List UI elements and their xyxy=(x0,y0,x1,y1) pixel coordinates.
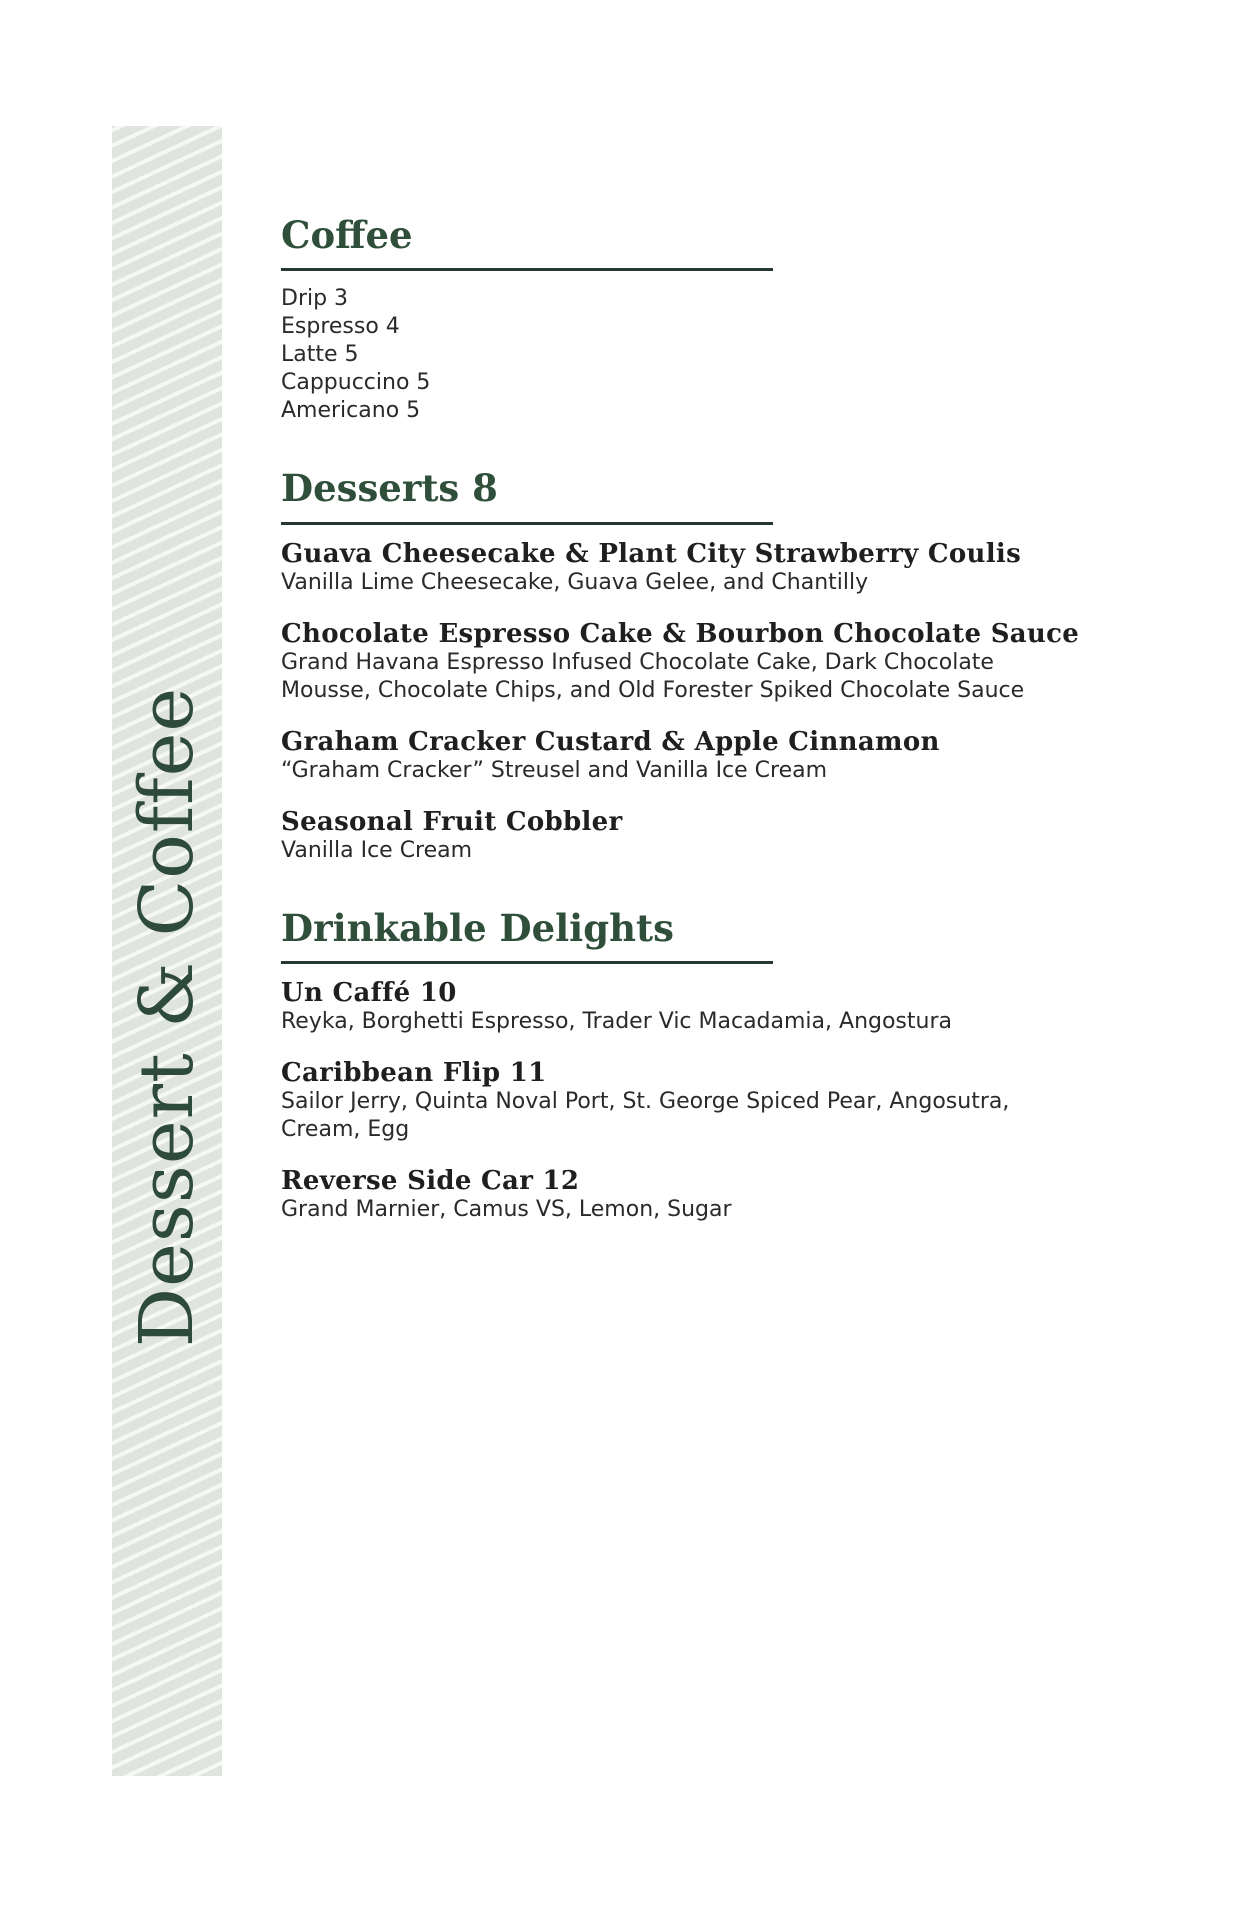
drinks-divider xyxy=(281,961,773,964)
drink-name: Un Caffé 10 xyxy=(281,977,457,1008)
dessert-name: Graham Cracker Custard & Apple Cinnamon xyxy=(281,726,940,757)
menu-content xyxy=(281,212,1101,1254)
drink-item xyxy=(281,1058,1101,1144)
dessert-description: “Graham Cracker” Streusel and Vanilla Ice Cream xyxy=(281,757,828,783)
dessert-item xyxy=(281,727,1101,785)
drink-name: Reverse Side Car 12 xyxy=(281,1165,580,1196)
coffee-item: Cappuccino 5 xyxy=(281,370,431,396)
coffee-section xyxy=(281,212,1101,425)
menu-title: Dessert & Coffee xyxy=(124,686,210,1348)
drink-description: Sailor Jerry, Quinta Noval Port, St. George Spiced Pear, Angosutra, Cream, Egg xyxy=(281,1088,1010,1142)
dessert-name: Seasonal Fruit Cobbler xyxy=(281,806,623,837)
drink-item xyxy=(281,978,1101,1036)
dessert-name: Guava Cheesecake & Plant City Strawberry Coulis xyxy=(281,538,1022,569)
coffee-item: Americano 5 xyxy=(281,398,421,424)
dessert-name: Chocolate Espresso Cake & Bourbon Chocolate Sauce xyxy=(281,618,1080,649)
coffee-item: Espresso 4 xyxy=(281,314,400,340)
coffee-item: Drip 3 xyxy=(281,286,349,312)
coffee-heading: Coffee xyxy=(281,213,413,257)
drink-item xyxy=(281,1166,1101,1224)
desserts-heading: Desserts 8 xyxy=(281,466,498,511)
dessert-description: Vanilla Ice Cream xyxy=(281,837,473,863)
desserts-divider xyxy=(281,522,773,525)
desserts-section xyxy=(281,465,1101,864)
drinks-heading: Drinkable Delights xyxy=(281,905,674,950)
dessert-description: Vanilla Lime Cheesecake, Guava Gelee, and Chantilly xyxy=(281,569,869,595)
drink-name: Caribbean Flip 11 xyxy=(281,1057,547,1088)
sidebar-banner xyxy=(112,126,222,1776)
dessert-item xyxy=(281,619,1101,705)
coffee-item: Latte 5 xyxy=(281,342,359,368)
coffee-divider xyxy=(281,268,773,271)
dessert-item xyxy=(281,539,1101,597)
drinks-section xyxy=(281,905,1101,1224)
drink-description: Grand Marnier, Camus VS, Lemon, Sugar xyxy=(281,1196,732,1222)
drink-description: Reyka, Borghetti Espresso, Trader Vic Macadamia, Angostura xyxy=(281,1008,952,1034)
dessert-item xyxy=(281,807,1101,865)
dessert-description: Grand Havana Espresso Infused Chocolate Cake, Dark Chocolate Mousse, Chocolate Chips, and Old Forester Spiked Chocolate Sauce xyxy=(281,649,1025,703)
